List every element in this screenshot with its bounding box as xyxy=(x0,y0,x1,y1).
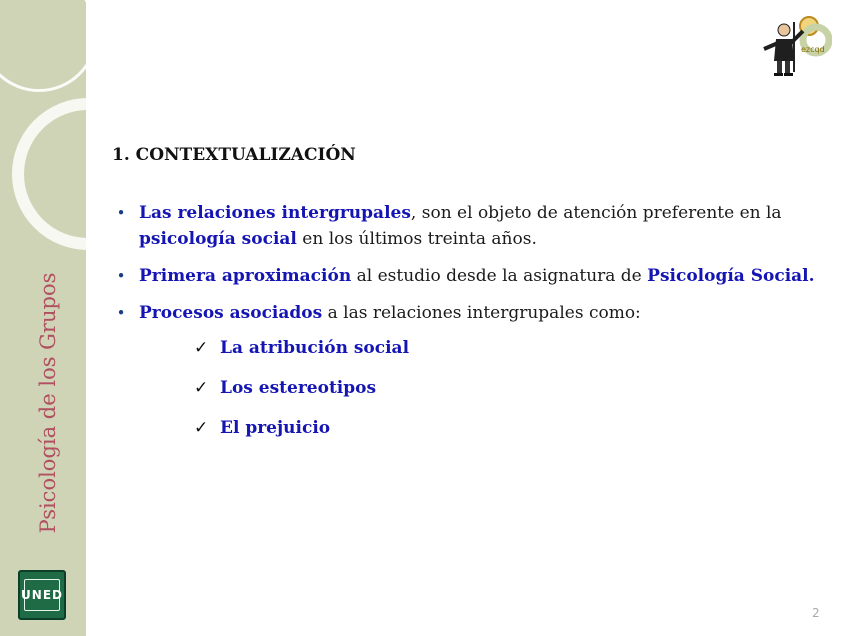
checklist xyxy=(112,335,827,441)
check-item xyxy=(194,415,827,441)
bullet-highlight: Procesos asociados xyxy=(139,303,323,323)
decorative-ring xyxy=(12,98,86,250)
bullet-text: a las relaciones intergrupales como: xyxy=(322,303,641,323)
bullet-icon: • xyxy=(116,204,126,222)
bullet-procesos xyxy=(112,300,827,326)
decorative-ring xyxy=(0,0,86,92)
check-item xyxy=(194,375,827,401)
bullet-icon: • xyxy=(116,304,126,322)
mascot-clipart-icon xyxy=(754,10,832,82)
slide-content xyxy=(112,200,827,455)
bullet-highlight: Las relaciones intergrupales xyxy=(139,203,411,223)
sidebar-band xyxy=(0,0,86,636)
check-label: Los estereotipos xyxy=(220,378,377,398)
logo-text: UNED xyxy=(24,579,60,611)
check-item xyxy=(194,335,827,361)
page-number: 2 xyxy=(812,606,820,620)
bullet-relaciones xyxy=(112,200,827,252)
bullet-text: al estudio desde la asignatura de xyxy=(351,266,648,286)
bullet-text: , son el objeto de atención preferente en la xyxy=(410,203,782,223)
slide-heading: 1. CONTEXTUALIZACIÓN xyxy=(112,145,356,165)
mascot-label: ezcqd xyxy=(801,45,825,54)
bullet-highlight-secondary: psicología social xyxy=(139,229,297,249)
bullet-icon: • xyxy=(116,267,126,285)
checkmark-icon: ✓ xyxy=(194,338,209,358)
checkmark-icon: ✓ xyxy=(194,378,209,398)
check-label: La atribución social xyxy=(220,338,410,358)
bullet-text-tail: en los últimos treinta años. xyxy=(296,229,537,249)
course-title-vertical: Psicología de los Grupos xyxy=(36,272,60,534)
uned-logo xyxy=(18,570,66,620)
bullet-highlight-secondary: Psicología Social. xyxy=(647,266,815,286)
bullet-aproximacion xyxy=(112,263,827,289)
checkmark-icon: ✓ xyxy=(194,418,209,438)
check-label: El prejuicio xyxy=(220,418,331,438)
bullet-highlight: Primera aproximación xyxy=(139,266,352,286)
